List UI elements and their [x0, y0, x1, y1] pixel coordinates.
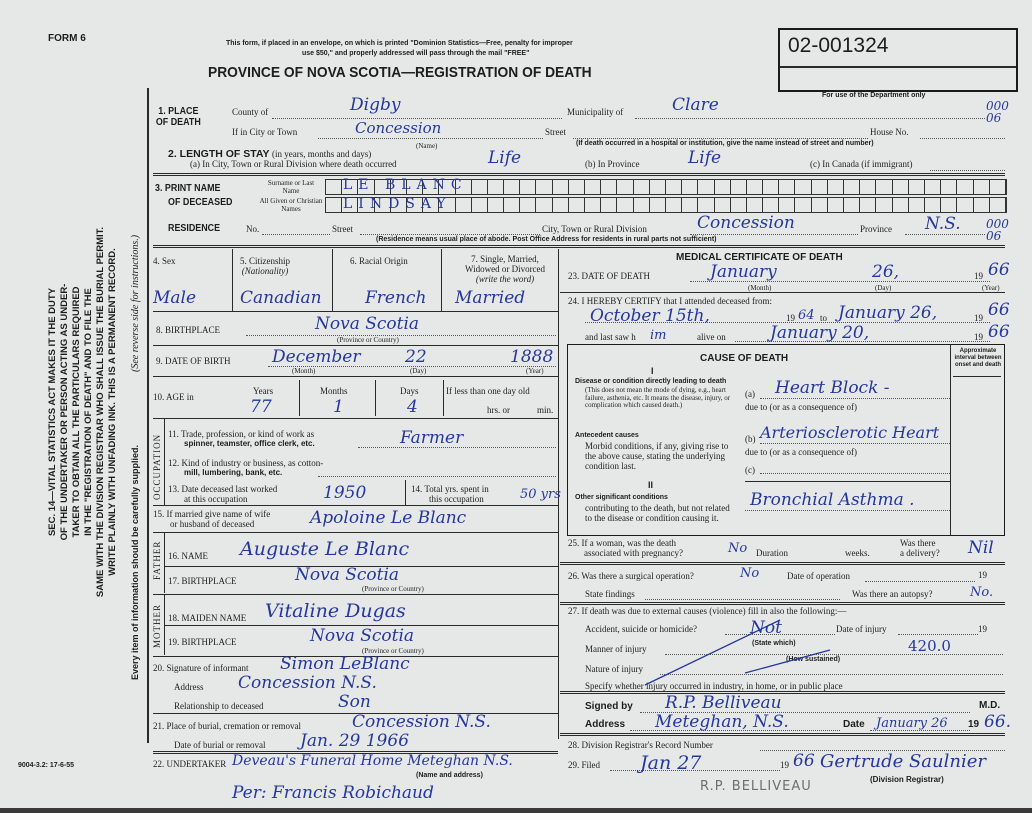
- mail-notice-2: use $50," and properly addressed will pass through the mail "FREE": [302, 50, 530, 57]
- to-label: to: [820, 313, 828, 323]
- dod-day: 26,: [872, 262, 900, 282]
- signature-year: 66.: [984, 712, 1012, 732]
- margin-code-2: 000 06: [986, 217, 1009, 243]
- nature-label: Nature of injury: [585, 664, 643, 674]
- side-note-careful: Every item of information should be carefully supplied.: [130, 444, 140, 680]
- dod-day-hint: (Day): [875, 284, 892, 292]
- stay-city-label: (a) In City, Town or Rural Division where death occurred: [190, 159, 397, 169]
- delivery-label: Was there a delivery?: [900, 538, 940, 558]
- dod-label: 23. DATE OF DEATH: [568, 271, 650, 281]
- city-value: Concession: [355, 119, 442, 137]
- age-days: 4: [407, 397, 418, 417]
- relationship-value: Son: [338, 692, 371, 712]
- mail-notice-1: This form, if placed in an envelope, on which is printed "Dominion Statistics—Free, penalty for improper: [226, 40, 573, 47]
- operation-date-label: Date of operation: [787, 571, 850, 581]
- form-code: 9004-3.2: 17-6-55: [18, 762, 75, 769]
- burial-place-value: Concession N.S.: [352, 712, 491, 732]
- pregnancy-question: 25. If a woman, was the death associated with pregnancy?: [568, 538, 683, 558]
- attended-from-year: 64: [798, 308, 815, 323]
- dod-month-hint: (Month): [748, 284, 772, 292]
- undertaker-per: Per: Francis Robichaud: [232, 783, 434, 803]
- registrar-hint: (Division Registrar): [870, 775, 944, 784]
- registration-number: 02-001324: [788, 34, 889, 57]
- father-birthplace-label: 17. BIRTHPLACE: [168, 576, 237, 586]
- delivery-value: Nil: [968, 538, 994, 558]
- stay-city-value: Life: [488, 148, 522, 168]
- residence-city-value: Concession: [697, 213, 795, 233]
- birthplace-value: Nova Scotia: [315, 314, 420, 334]
- informant-signature: Simon LeBlanc: [280, 654, 410, 674]
- marital-label: 7. Single, Married, Widowed or Divorced (write the word): [464, 254, 546, 284]
- other-conditions-value: Bronchial Asthma .: [750, 490, 915, 510]
- antecedent-hint: Morbid conditions, if any, giving rise to the above cause, stating the underlying condition last.: [585, 441, 729, 471]
- min-label: min.: [537, 405, 554, 415]
- dob-day: 22: [405, 347, 427, 367]
- residence-no-label: No.: [246, 224, 260, 234]
- informant-address: Concession N.S.: [238, 673, 377, 693]
- autopsy-value: No.: [970, 585, 994, 600]
- month-hint: (Month): [292, 367, 316, 375]
- direct-cause-label: Disease or condition directly leading to death: [575, 378, 727, 385]
- father-birthplace-value: Nova Scotia: [295, 565, 400, 585]
- pregnancy-value: No: [728, 541, 748, 556]
- residence-street-label: Street: [332, 224, 353, 234]
- of-deceased-label: OF DECEASED: [168, 196, 233, 208]
- last-saw-year-prefix: 19: [974, 332, 983, 342]
- dod-month: January: [710, 262, 777, 282]
- injury-year-prefix: 19: [978, 624, 987, 634]
- interval-label: Approximate interval between onset and death: [954, 348, 1002, 368]
- signed-by-value: R.P. Belliveau: [665, 693, 782, 713]
- age-label: 10. AGE in: [153, 392, 194, 402]
- trade-value: Farmer: [400, 428, 464, 448]
- mother-birthplace-value: Nova Scotia: [310, 626, 415, 646]
- county-value: Digby: [350, 95, 401, 115]
- residence-province-value: N.S.: [925, 214, 961, 234]
- total-years-value: 50 yrs: [520, 487, 561, 502]
- strike-through-mark: [640, 615, 870, 690]
- stay-province-value: Life: [688, 148, 722, 168]
- specify-label: Specify whether injury occurred in industry, in home, or in public place: [585, 681, 843, 691]
- dod-year: 66: [988, 260, 1010, 280]
- other-conditions-label: Other significant conditions: [575, 494, 668, 501]
- signature-year-prefix: 19: [968, 719, 980, 730]
- autopsy-label: Was there an autopsy?: [852, 589, 933, 599]
- last-saw-label: and last saw h: [585, 332, 636, 342]
- signature-address-value: Meteghan, N.S.: [655, 712, 789, 732]
- age-months: 1: [333, 397, 344, 417]
- informant-signature-label: 20. Signature of informant: [153, 663, 249, 673]
- last-saw-year: 66: [988, 322, 1010, 342]
- name-hint: (Name): [416, 142, 438, 150]
- duration-label: Duration: [756, 548, 788, 558]
- manner-label: Manner of injury: [585, 644, 647, 654]
- burial-date-label: Date of burial or removal: [174, 740, 266, 750]
- state-which-hint: (State which): [752, 640, 796, 647]
- burial-date-value: Jan. 29 1966: [300, 731, 410, 751]
- medical-title: MEDICAL CERTIFICATE OF DEATH: [676, 252, 843, 263]
- surname-label: Surname or Last Name: [267, 179, 315, 195]
- form-label: FORM 6: [48, 33, 86, 44]
- given-name-value: LINDSAY: [343, 196, 452, 212]
- months-label: Months: [320, 386, 348, 396]
- antecedent-label: Antecedent causes: [575, 432, 639, 439]
- total-years-label: 14. Total yrs. spent in this occupation: [411, 484, 489, 504]
- surgical-question: 26. Was there a surgical operation?: [568, 571, 694, 581]
- dod-year-prefix: 19: [974, 271, 983, 281]
- from-year-prefix: 19: [786, 313, 795, 323]
- direct-cause-hint: (This does not mean the mode of dying, e.g., heart failure, asthenia, etc. It means the disease, injury, or complication which caused death.): [585, 386, 731, 409]
- informant-address-label: Address: [174, 682, 204, 692]
- due-to-1: due to (or as a consequence of): [745, 402, 857, 412]
- spouse-label: 15. If married give name of wife or husband of deceased: [153, 509, 271, 529]
- father-birthplace-hint: (Province or Country): [362, 585, 424, 593]
- accident-label: Accident, suicide or homicide?: [585, 624, 697, 634]
- cause-a-value: Heart Block -: [775, 378, 890, 398]
- dob-year: 1888: [510, 347, 554, 367]
- filed-year-prefix: 19: [780, 760, 789, 770]
- birthplace-hint: (Province or Country): [337, 336, 399, 344]
- margin-code-1: 000 06: [986, 99, 1009, 125]
- alive-on-label: alive on: [697, 332, 726, 342]
- signature-date-label: Date: [843, 719, 865, 730]
- last-worked-value: 1950: [323, 483, 367, 503]
- to-year-prefix: 19: [974, 313, 983, 323]
- side-note-reverse: (See reverse side for instructions.): [130, 234, 141, 372]
- how-sustained-hint: (How sustained): [786, 656, 841, 663]
- dob-label: 9. DATE OF BIRTH: [156, 356, 231, 366]
- cause-a-label: (a): [745, 389, 755, 399]
- mother-name-label: 18. MAIDEN NAME: [168, 613, 247, 623]
- industry-label: 12. Kind of industry or business, as cotton- mill, lumbering, bank, etc.: [168, 458, 324, 477]
- other-conditions-hint: contributing to the death, but not related to the disease or condition causing it.: [585, 503, 730, 523]
- hrs-label: hrs. or: [487, 405, 510, 415]
- residence-label: RESIDENCE: [168, 222, 221, 234]
- last-saw-pronoun: im: [650, 328, 667, 343]
- stay-canada-label: (c) In Canada (if immigrant): [810, 159, 913, 169]
- cause-c-label: (c): [745, 465, 755, 475]
- less-than-day-label: If less than one day old: [446, 386, 530, 396]
- stay-province-label: (b) In Province: [585, 159, 640, 169]
- length-of-stay-label: 2. LENGTH OF STAY (in years, months and days): [168, 148, 372, 160]
- year-hint: (Year): [526, 367, 544, 375]
- operation-year-prefix: 19: [978, 570, 987, 580]
- attended-from-date: October 15th,: [590, 306, 710, 326]
- city-label: If in City or Town: [232, 127, 298, 137]
- age-years: 77: [250, 397, 272, 417]
- attended-to-year: 66: [988, 300, 1010, 320]
- part-2-label: II: [648, 480, 654, 490]
- filed-label: 29. Filed: [568, 760, 601, 770]
- place-of-death-label: 1. PLACE OF DEATH: [155, 105, 201, 128]
- father-name-value: Auguste Le Blanc: [240, 538, 410, 560]
- registration-number-box: [778, 28, 1018, 92]
- relationship-label: Relationship to deceased: [174, 701, 264, 711]
- sex-label: 4. Sex: [153, 256, 176, 266]
- dob-month: December: [272, 347, 361, 367]
- last-saw-date: January 20,: [770, 323, 870, 343]
- signature-date-value: January 26: [876, 716, 948, 731]
- citizenship-value: Canadian: [240, 288, 322, 308]
- burial-place-label: 21. Place of burial, cremation or removal: [153, 721, 301, 731]
- filed-date: Jan 27: [640, 752, 702, 774]
- birthplace-label: 8. BIRTHPLACE: [156, 325, 220, 335]
- given-label: All Given or Christian Names: [259, 197, 323, 213]
- external-causes-question: 27. If death was due to external causes (violence) fill in also the following:—: [568, 606, 847, 616]
- department-note: For use of the Department only: [822, 92, 926, 99]
- manner-code: 420.0: [908, 637, 951, 655]
- filed-year: 66: [793, 751, 815, 771]
- day-hint: (Day): [410, 367, 427, 375]
- side-notice: SEC. 14—VITAL STATISTICS ACT MAKES IT THE DUTY OF THE UNDERTAKER OR PERSON ACTING AS UNDER- TAKER TO OBTAIN ALL THE PARTICULARS REQUIRED IN THE "REGISTRATION OF DEATH" AND TO FILE THE SAME WITH THE DIVISION REGISTRAR WHO SHALL ISSUE THE BURIAL PERMIT. WRITE PLAINLY WITH UNFADING INK. THIS IS A PERMANENT RECORD.: [47, 226, 118, 598]
- municipality-label: Municipality of: [567, 107, 624, 117]
- cause-title: CAUSE OF DEATH: [700, 353, 789, 364]
- last-worked-label: 13. Date deceased last worked at this occupation: [168, 484, 278, 504]
- attended-to-date: January 26,: [838, 303, 938, 323]
- years-label: Years: [253, 386, 274, 396]
- citizenship-label: 5. Citizenship (Nationality): [240, 256, 290, 276]
- municipality-value: Clare: [672, 95, 719, 115]
- marital-value: Married: [455, 288, 526, 308]
- days-label: Days: [400, 386, 419, 396]
- residence-city-label: City, Town or Rural Division: [542, 224, 647, 234]
- residence-note: (Residence means usual place of abode. Post Office Address for residents in rural parts not sufficient): [376, 236, 717, 243]
- surname-value: LE BLANC: [343, 177, 468, 193]
- sex-value: Male: [153, 288, 197, 308]
- hospital-note: (If death occurred in a hospital or institution, give the name instead of street and number): [576, 140, 874, 147]
- mother-name-value: Vitaline Dugas: [265, 600, 406, 622]
- registrar-signature: Gertrude Saulnier: [820, 751, 986, 772]
- trade-label: 11. Trade, profession, or kind of work as spinner, teamster, office clerk, etc.: [168, 429, 315, 448]
- print-name-label: 3. PRINT NAME: [155, 182, 221, 194]
- injury-date-label: Date of injury: [836, 624, 887, 634]
- undertaker-value: Deveau's Funeral Home Meteghan N.S.: [232, 753, 513, 769]
- house-label: House No.: [870, 127, 909, 137]
- mother-birthplace-label: 19. BIRTHPLACE: [168, 637, 237, 647]
- md-label: M.D.: [979, 700, 1001, 711]
- page-title: PROVINCE OF NOVA SCOTIA—REGISTRATION OF DEATH: [208, 64, 592, 81]
- record-number-label: 28. Division Registrar's Record Number: [568, 740, 713, 750]
- county-label: County of: [232, 107, 269, 117]
- cause-b-value: Arteriosclerotic Heart: [760, 423, 940, 442]
- street-label: Street: [545, 127, 566, 137]
- racial-label: 6. Racial Origin: [350, 256, 408, 266]
- signed-by-label: Signed by: [585, 701, 633, 712]
- accident-value: Not: [750, 618, 782, 638]
- undertaker-hint: (Name and address): [416, 772, 483, 779]
- surgical-value: No: [740, 566, 760, 581]
- father-section-label: FATHER: [152, 540, 162, 580]
- undertaker-label: 22. UNDERTAKER: [153, 759, 227, 769]
- racial-value: French: [365, 288, 427, 308]
- findings-label: State findings: [585, 589, 635, 599]
- weeks-label: weeks.: [845, 548, 870, 558]
- occupation-section-label: OCCUPATION: [152, 433, 162, 500]
- part-1-label: I: [651, 366, 654, 376]
- residence-province-label: Province: [860, 224, 892, 234]
- signature-address-label: Address: [585, 719, 626, 730]
- dod-year-hint: (Year): [982, 284, 1000, 292]
- spouse-value: Apoloine Le Blanc: [310, 508, 467, 528]
- certify-label: 24. I HEREBY CERTIFY that I attended deceased from:: [568, 296, 772, 306]
- due-to-2: due to (or as a consequence of): [745, 447, 857, 457]
- cause-b-label: (b): [745, 434, 756, 444]
- father-name-label: 16. NAME: [168, 551, 208, 561]
- mother-birthplace-hint: (Province or Country): [362, 647, 424, 655]
- mother-section-label: MOTHER: [152, 604, 162, 648]
- pencil-note: R.P. BELLIVEAU: [700, 779, 812, 794]
